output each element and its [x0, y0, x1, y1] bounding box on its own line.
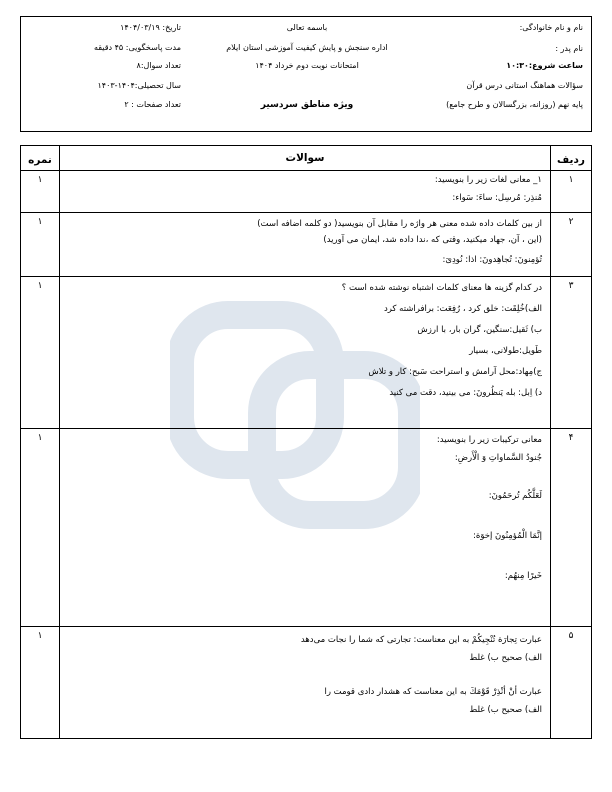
exam-session: امتحانات نوبت دوم خرداد ۱۴۰۴: [255, 61, 359, 70]
option-text: طَویل:طولانی، بسیار: [469, 346, 542, 356]
col-header-row-number: ردیف: [551, 146, 592, 171]
question-number: ۳: [551, 277, 592, 429]
table-header-row: [21, 146, 592, 171]
question-row: [21, 277, 592, 429]
question-score: ۱: [21, 627, 60, 739]
question-text: از بین کلمات داده شده معنی هر واژه را مقابل آن بنویسید( دو کلمه اضافه است): [257, 219, 542, 229]
question-number: ۲: [551, 213, 592, 277]
question-row: [21, 429, 592, 627]
father-name-label: نام پدر :: [555, 44, 583, 53]
answer-options: الف) صحیح ب) غلط: [469, 653, 542, 663]
question-body: [60, 277, 551, 429]
question-score: ۱: [21, 171, 60, 213]
exam-header: [20, 16, 592, 132]
phrase-text: خَيرًا مِنهُم:: [504, 571, 542, 581]
grade-label: پایه نهم (روزانه، بزرگسالان و طرح جامع): [446, 100, 583, 109]
start-time: ساعت شروع:۱۰:۳۰: [506, 61, 583, 70]
duration-label: مدت پاسخگویی: ۴۵ دقیقه: [93, 43, 181, 52]
exam-title: سؤالات هماهنگ استانی درس قرآن: [466, 81, 583, 90]
answer-options: الف) صحیح ب) غلط: [469, 705, 542, 715]
question-body: [60, 171, 551, 213]
option-text: ج)مِهاد:محل آرامش و استراحت سَبح: کار و تلاش: [368, 367, 542, 377]
question-count: تعداد سوال:۸: [136, 61, 181, 70]
option-text: د) اِبل: بله یَنظُرونَ: می بینید، دقت می کنید: [389, 388, 542, 398]
question-text: عبارت أنْ أنْذِرْ قَوْمَكَ به این معناست که هشدار دادی قومت را: [324, 687, 542, 697]
option-text: الف)خُلِقَت: خلق کرد ، رُفِعَت: برافراشته کرد: [383, 304, 542, 314]
question-row: [21, 213, 592, 277]
question-body: [60, 627, 551, 739]
phrase-text: جُنودُ السَّماواتِ وَ الْأَرضِ:: [454, 453, 542, 463]
phrase-text: لَعَلَّكُم تُرحَمُونَ:: [488, 491, 542, 501]
question-score: ۱: [21, 429, 60, 627]
education-office: اداره سنجش و پایش کیفیت آموزشی استان ایلام: [226, 43, 388, 52]
question-text: (این ، آن، جهاد میکنید، وقتی که ،ندا داده شد، ایمان می آورید): [323, 235, 542, 245]
phrase-text: إنَّمَا الْمُؤمِنُونَ إخوَة:: [473, 531, 542, 541]
question-row: [21, 627, 592, 739]
question-score: ۱: [21, 277, 60, 429]
region-label: ویژه مناطق سردسیر: [260, 100, 354, 110]
page-count: تعداد صفحات : ۲: [124, 100, 181, 109]
question-number: ۱: [551, 171, 592, 213]
student-name-label: نام و نام خانوادگی:: [519, 23, 583, 32]
exam-date: تاریخ: ۱۴۰۴/۰۳/۱۹: [120, 23, 181, 32]
question-text: مُنذِر: مُرسِل: ساءَ: سَواء:: [452, 193, 542, 203]
question-body: [60, 213, 551, 277]
question-text: در کدام گزینه ها معنای کلمات اشتباه نوشته شده است ؟: [341, 283, 542, 293]
questions-table: [20, 145, 592, 739]
question-number: ۵: [551, 627, 592, 739]
question-number: ۴: [551, 429, 592, 627]
question-text: معانی ترکیبات زیر را بنویسید:: [436, 435, 542, 445]
school-year: سال تحصیلی:۱۴۰۴-۱۴۰۳: [97, 81, 181, 90]
question-row: [21, 171, 592, 213]
question-body: [60, 429, 551, 627]
question-text: ۱_ معانی لغات زیر را بنویسید:: [434, 175, 542, 185]
basmala: باسمه تعالی: [286, 23, 328, 32]
option-text: ب) ثَقیل:سنگین، گران بار، با ارزش: [417, 325, 542, 335]
col-header-score: نمره: [21, 146, 60, 171]
question-text: عبارت تِجارَة تُنْجِیكُمْ به این معناست: تجارتی که شما را نجات می‌دهد: [300, 635, 542, 645]
col-header-questions: سوالات: [60, 146, 551, 171]
question-text: تُؤمِنونَ: تُجاهِدونَ: اذا: نُودِیَ:: [442, 255, 542, 265]
question-score: ۱: [21, 213, 60, 277]
